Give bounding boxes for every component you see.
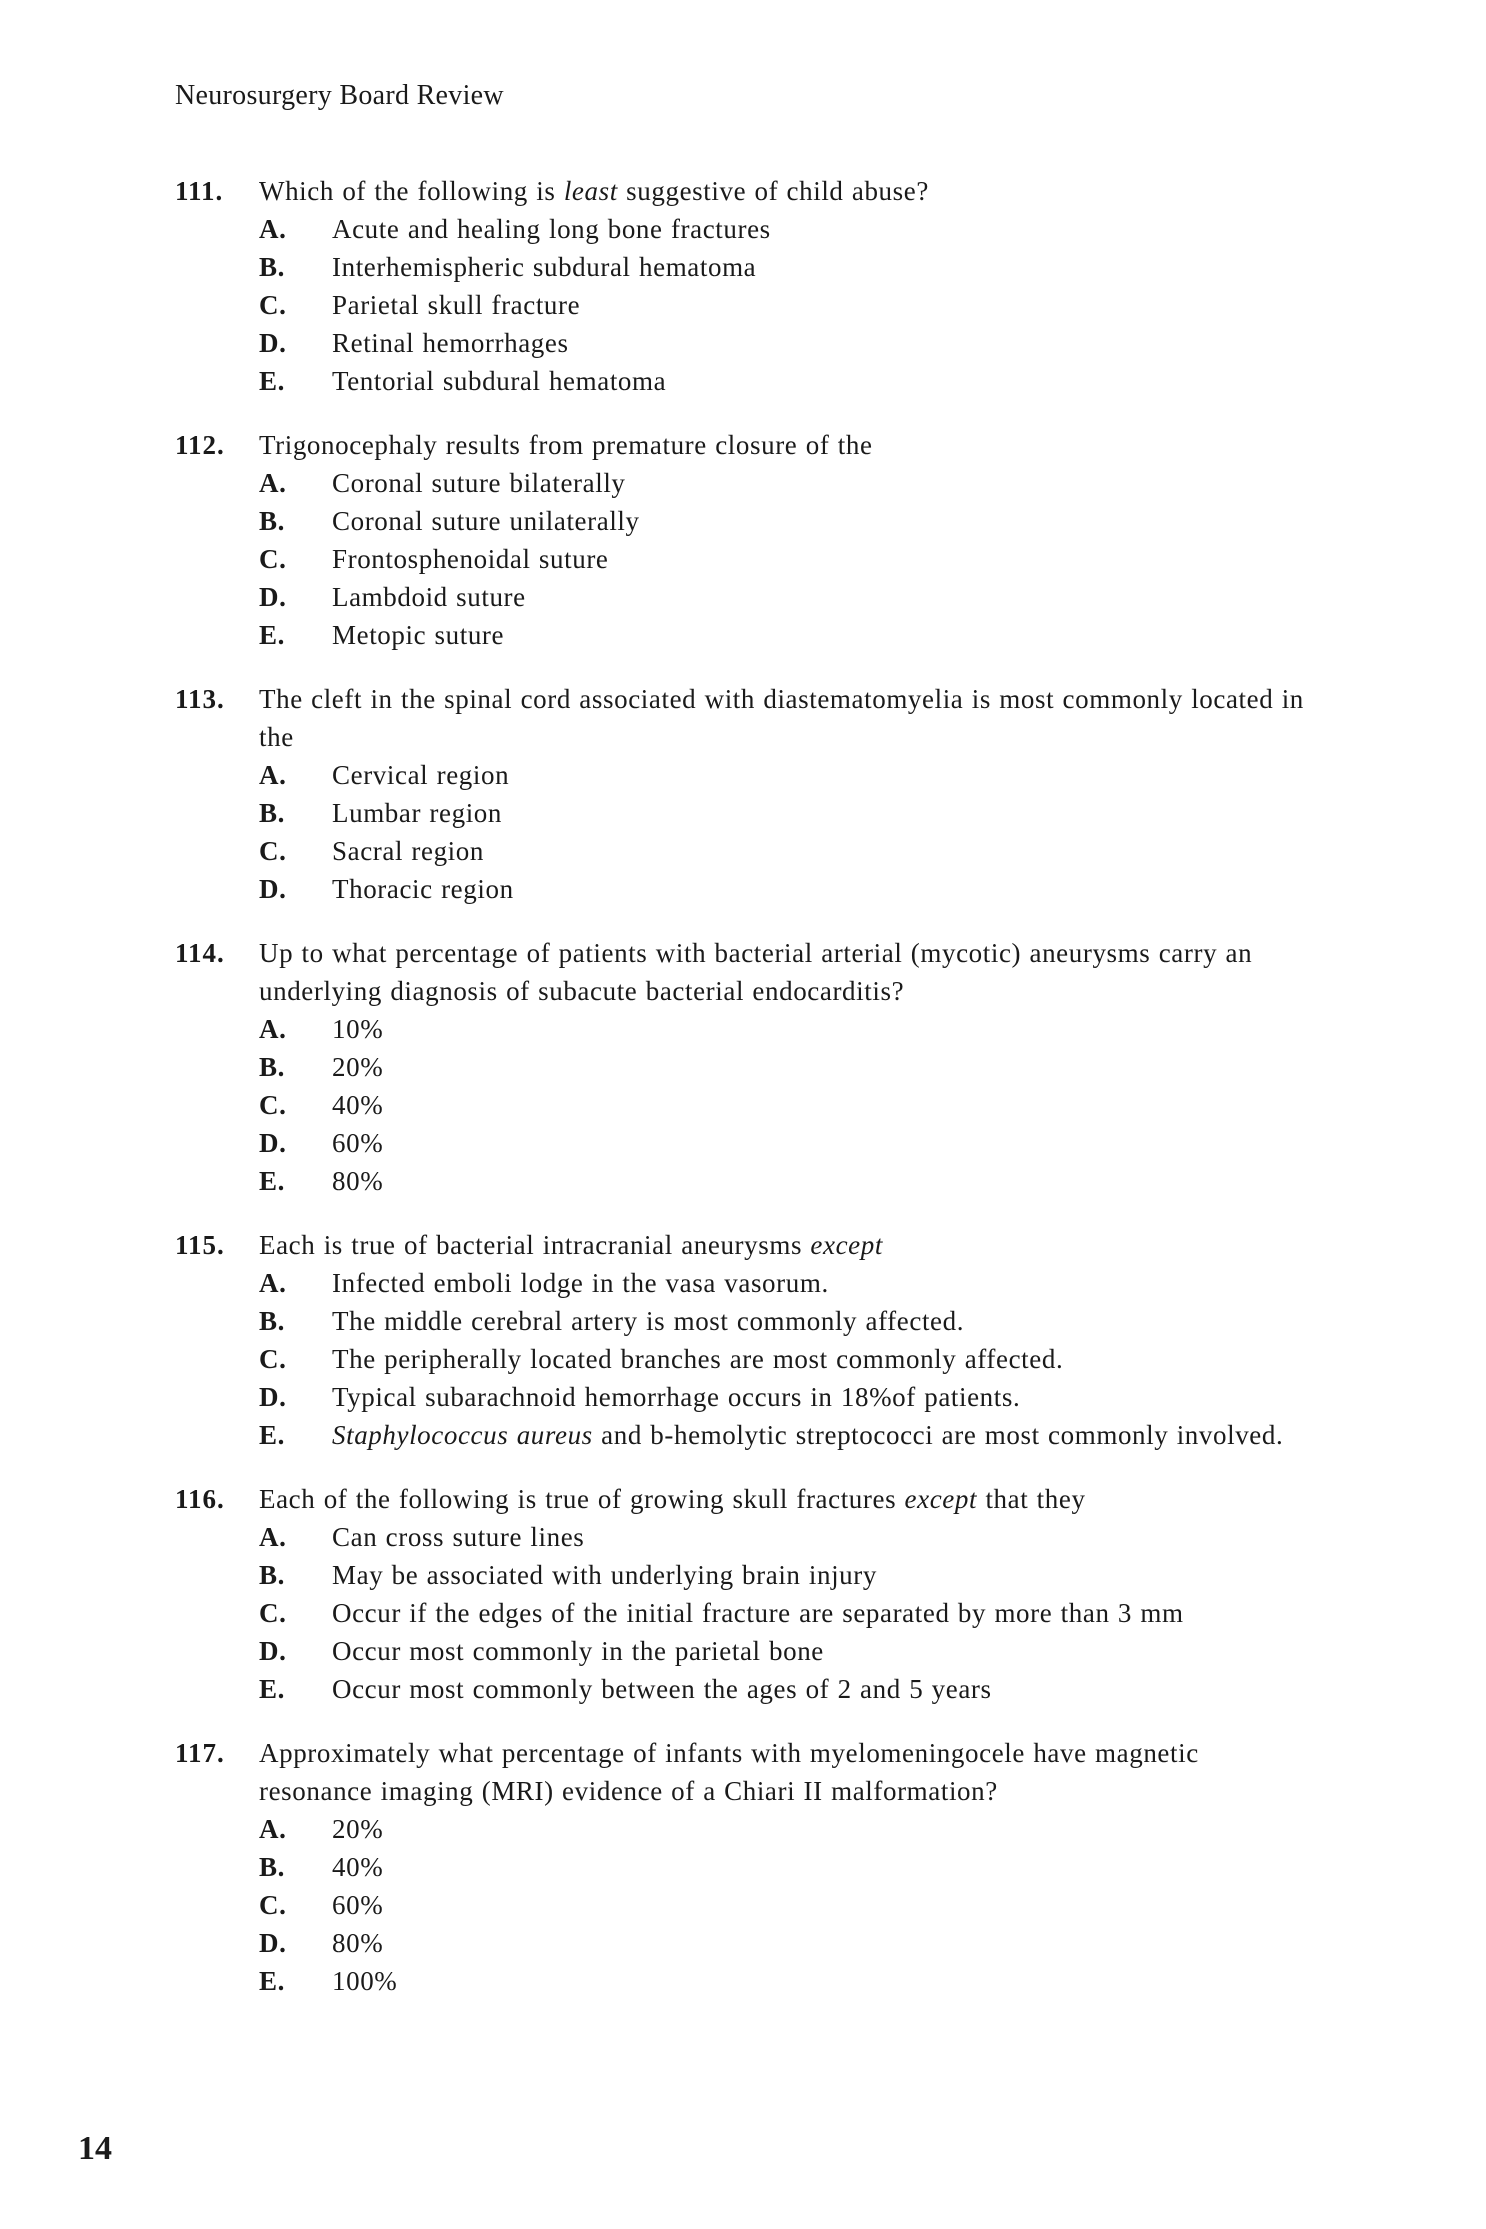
option-text [332,468,626,498]
question-text [259,938,1252,1006]
page-number: 14 [78,2130,112,2167]
answer-option [175,502,1305,540]
option-letter: E. [259,1966,285,1996]
option-letter: B. [259,252,285,282]
option-letter: D. [259,1382,287,1412]
answer-option [175,1302,1305,1340]
answer-option [175,1886,1305,1924]
option-letter: D. [259,874,287,904]
italic-run: least [563,176,618,206]
answer-options [175,1518,1305,1708]
answer-option [175,794,1305,832]
option-text [332,874,514,904]
answer-option [175,870,1305,908]
text-run: Cervical region [332,760,510,790]
answer-option [175,578,1305,616]
option-letter: C. [259,1090,287,1120]
italic-run: except [810,1230,883,1260]
text-run: Which of the following is [259,176,564,206]
answer-option [175,1632,1305,1670]
option-text [332,1382,1020,1412]
text-run: Trigonocephaly results from premature closure of the [259,430,873,460]
text-run: 10% [332,1014,384,1044]
text-run: 60% [332,1128,384,1158]
option-text [332,1636,824,1666]
option-letter: A. [259,760,287,790]
question-number: 117. [175,1738,225,1768]
question-stem [175,934,1305,1010]
option-letter: D. [259,1928,287,1958]
question-stem [175,426,1305,464]
text-run: Coronal suture bilaterally [332,468,626,498]
answer-option [175,1962,1305,2000]
answer-option [175,616,1305,654]
answer-options [175,210,1305,400]
option-letter: D. [259,1128,287,1158]
option-letter: A. [259,468,287,498]
answer-option [175,540,1305,578]
question-item [175,1480,1305,1708]
option-text [332,1598,1184,1628]
option-letter: A. [259,214,287,244]
answer-options [175,1010,1305,1200]
question-number: 116. [175,1484,225,1514]
option-text [332,1814,383,1844]
text-run: suggestive of child abuse? [617,176,929,206]
question-item [175,680,1305,908]
option-letter: C. [259,836,287,866]
option-text [332,1128,383,1158]
option-letter: B. [259,798,285,828]
option-text [332,620,504,650]
question-text [259,684,1304,752]
option-letter: B. [259,1560,285,1590]
question-text [259,1230,883,1260]
answer-option [175,832,1305,870]
answer-option [175,1556,1305,1594]
option-text [332,328,569,358]
answer-option [175,324,1305,362]
text-run: Tentorial subdural hematoma [332,366,667,396]
running-head: Neurosurgery Board Review [175,80,504,111]
question-number: 115. [175,1230,225,1260]
answer-option [175,1810,1305,1848]
answer-option [175,1518,1305,1556]
option-text [332,366,666,396]
text-run: Each of the following is true of growing skull fractures [259,1484,905,1514]
option-text [332,544,609,574]
italic-run: except [904,1484,978,1514]
question-number: 112. [175,430,225,460]
text-run: 60% [332,1890,384,1920]
option-letter: E. [259,366,285,396]
italic-run: Staphylococcus aureus [332,1420,593,1450]
answer-option [175,464,1305,502]
option-letter: C. [259,290,287,320]
text-run: Coronal suture unilaterally [332,506,640,536]
option-letter: A. [259,1522,287,1552]
answer-option [175,1378,1305,1416]
option-text [332,290,580,320]
option-text [332,1852,383,1882]
option-text [332,798,502,828]
question-item [175,172,1305,400]
option-text [332,1420,1283,1450]
option-text [332,836,484,866]
option-letter: A. [259,1814,287,1844]
answer-option [175,1416,1305,1454]
answer-option [175,756,1305,794]
question-list [175,172,1305,2026]
question-text [259,176,929,206]
text-run: Occur most commonly between the ages of 2 and 5 years [332,1674,992,1704]
option-text [332,1560,877,1590]
text-run: Retinal hemorrhages [332,328,569,358]
question-stem [175,1734,1305,1810]
option-letter: A. [259,1268,287,1298]
text-run: The peripherally located branches are most commonly affected. [332,1344,1064,1374]
text-run: Occur if the edges of the initial fracture are separated by more than 3 mm [332,1598,1184,1628]
answer-option [175,1670,1305,1708]
option-letter: D. [259,328,287,358]
option-letter: E. [259,620,285,650]
text-run: Interhemispheric subdural hematoma [332,252,757,282]
option-letter: E. [259,1674,285,1704]
question-stem [175,1480,1305,1518]
option-letter: C. [259,1890,287,1920]
text-run: Lumbar region [332,798,502,828]
question-item [175,934,1305,1200]
question-stem [175,1226,1305,1264]
option-letter: B. [259,1852,285,1882]
question-stem [175,680,1305,756]
answer-option [175,1848,1305,1886]
text-run: Occur most commonly in the parietal bone [332,1636,824,1666]
question-number: 113. [175,684,225,714]
answer-option [175,248,1305,286]
option-text [332,1674,992,1704]
text-run: 80% [332,1928,384,1958]
answer-option [175,1594,1305,1632]
answer-option [175,1264,1305,1302]
text-run: Infected emboli lodge in the vasa vasorum. [332,1268,829,1298]
text-run: 100% [332,1966,398,1996]
answer-options [175,1810,1305,2000]
text-run: Can cross suture lines [332,1522,585,1552]
option-letter: C. [259,1344,287,1374]
answer-options [175,464,1305,654]
answer-option [175,1124,1305,1162]
option-text [332,1306,964,1336]
option-text [332,1966,397,1996]
text-run: May be associated with underlying brain injury [332,1560,877,1590]
text-run: 40% [332,1090,384,1120]
question-text [259,430,873,460]
option-letter: C. [259,544,287,574]
option-text [332,1014,383,1044]
option-text [332,1522,584,1552]
option-text [332,1090,383,1120]
option-letter: D. [259,582,287,612]
text-run: Parietal skull fracture [332,290,581,320]
text-run: 80% [332,1166,384,1196]
question-number: 111. [175,176,224,206]
option-text [332,760,509,790]
text-run: Typical subarachnoid hemorrhage occurs in 18%of patients. [332,1382,1021,1412]
text-run: Up to what percentage of patients with bacterial arterial (mycotic) aneurysms carry an underlying diagnosis of subacute bacterial endocarditis? [259,938,1253,1006]
question-number: 114. [175,938,225,968]
text-run: Frontosphenoidal suture [332,544,609,574]
answer-options [175,756,1305,908]
answer-option [175,1162,1305,1200]
text-run: Metopic suture [332,620,505,650]
question-text [259,1738,1199,1806]
option-text [332,582,526,612]
answer-option [175,1340,1305,1378]
question-item [175,1226,1305,1454]
text-run: that they [977,1484,1086,1514]
answer-option [175,1048,1305,1086]
option-letter: E. [259,1166,285,1196]
text-run: Each is true of bacterial intracranial aneurysms [259,1230,811,1260]
option-letter: A. [259,1014,287,1044]
option-letter: D. [259,1636,287,1666]
text-run: Thoracic region [332,874,514,904]
text-run: The cleft in the spinal cord associated with diastematomyelia is most commonly located in the [259,684,1304,752]
option-text [332,1344,1063,1374]
option-letter: B. [259,1306,285,1336]
text-run: 20% [332,1814,384,1844]
answer-option [175,362,1305,400]
option-text [332,1928,383,1958]
text-run: Acute and healing long bone fractures [332,214,771,244]
answer-option [175,1086,1305,1124]
answer-option [175,1924,1305,1962]
option-text [332,252,756,282]
question-stem [175,172,1305,210]
answer-option [175,1010,1305,1048]
text-run: and b-hemolytic streptococci are most commonly involved. [592,1420,1284,1450]
text-run: Approximately what percentage of infants with myelomeningocele have magnetic resonance imaging (MRI) evidence of a Chiari II malformation? [259,1738,1199,1806]
option-text [332,506,640,536]
option-text [332,1890,383,1920]
option-letter: C. [259,1598,287,1628]
text-run: Sacral region [332,836,484,866]
answer-option [175,286,1305,324]
option-text [332,1052,383,1082]
option-letter: B. [259,1052,285,1082]
option-text [332,214,771,244]
option-text [332,1268,829,1298]
question-item [175,1734,1305,2000]
answer-options [175,1264,1305,1454]
text-run: 20% [332,1052,384,1082]
text-run: 40% [332,1852,384,1882]
question-item [175,426,1305,654]
option-text [332,1166,383,1196]
text-run: Lambdoid suture [332,582,526,612]
answer-option [175,210,1305,248]
text-run: The middle cerebral artery is most commonly affected. [332,1306,965,1336]
question-text [259,1484,1086,1514]
option-letter: B. [259,506,285,536]
option-letter: E. [259,1420,285,1450]
